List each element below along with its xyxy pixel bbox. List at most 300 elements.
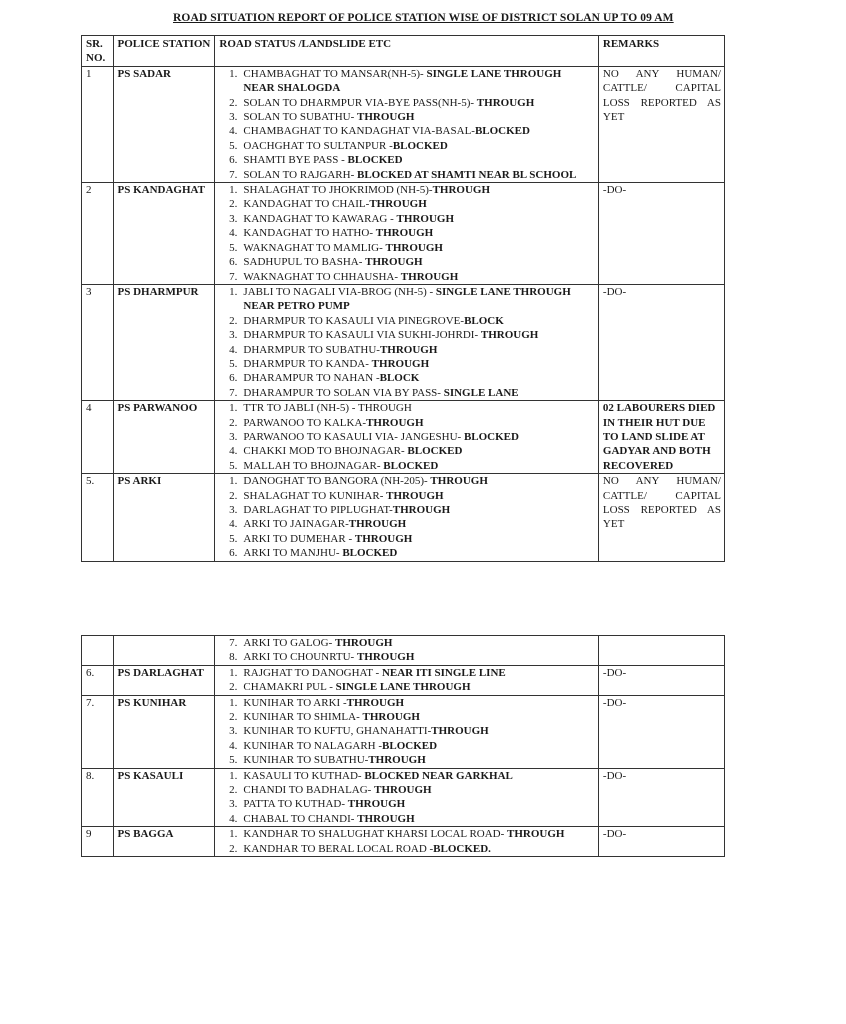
road-item-text [243, 783, 594, 797]
road-item-text [243, 797, 594, 811]
remarks-cell: -DO- [598, 284, 724, 400]
road-item-number: 3. [229, 430, 238, 443]
road-status: BLOCKED AT SHAMTI NEAR BL SCHOOL [357, 168, 577, 181]
road-item [219, 489, 594, 503]
road-item-text [243, 546, 594, 560]
road-item [219, 386, 594, 400]
road-item-number: 2. [229, 681, 238, 694]
road-item [219, 532, 594, 546]
road-item [219, 314, 594, 328]
road-status: THROUGH [396, 212, 454, 225]
road-item [219, 153, 594, 167]
road-item-number: 1. [229, 285, 238, 298]
road-name: KANDAGHAT TO KAWARAG - [243, 212, 397, 225]
road-item-text [243, 769, 594, 783]
road-item-number: 4. [229, 812, 238, 825]
road-status: BLOCKED [392, 139, 448, 152]
road-name: KANDHAR TO SHALUGHAT KHARSI LOCAL ROAD- [243, 828, 508, 841]
sr-no-cell: 7. [82, 695, 114, 768]
road-item-text [243, 474, 594, 488]
road-name: SHAMTI BYE PASS - [243, 154, 348, 167]
police-station-cell: PS BAGGA [113, 827, 215, 857]
road-status: THROUGH [362, 711, 420, 724]
road-list [219, 636, 594, 665]
road-status: THROUGH [369, 198, 427, 211]
road-item-text [243, 226, 594, 240]
road-status: THROUGH [385, 241, 443, 254]
road-name: PARWANOO TO KALKA- [243, 416, 367, 429]
road-item-number: 5. [229, 357, 238, 370]
road-status: THROUGH [400, 270, 459, 283]
road-item-text [243, 842, 594, 856]
road-item-number: 4. [229, 518, 238, 531]
road-name: SOLAN TO RAJGARH- [243, 168, 357, 181]
road-item-number: 2. [229, 711, 238, 724]
road-item [219, 139, 594, 153]
road-status-cell [215, 636, 598, 666]
road-item [219, 67, 594, 96]
table-row [82, 474, 725, 561]
remarks-cell: -DO- [598, 827, 724, 857]
road-name: KANDAGHAT TO CHAIL- [243, 198, 370, 211]
road-item-number: 4. [229, 227, 238, 240]
road-status: SINGLE LANE [443, 386, 519, 399]
road-item-text [243, 532, 594, 546]
road-status: BLOCKED [347, 154, 403, 167]
table-header-row [82, 36, 725, 67]
road-item-number: 1. [229, 828, 238, 841]
road-item [219, 328, 594, 342]
road-item [219, 255, 594, 269]
road-item-text [243, 328, 594, 342]
road-item-number: 4. [229, 125, 238, 138]
road-name: KUNIHAR TO ARKI - [243, 696, 347, 709]
road-item-number: 5. [229, 139, 238, 152]
road-name: CHAMBAGHAT TO KANDAGHAT VIA-BASAL- [243, 125, 475, 138]
road-item-number: 7. [229, 637, 238, 649]
road-item-text [243, 680, 594, 694]
sr-no-cell: 8. [82, 768, 114, 827]
road-item [219, 168, 594, 182]
road-status: BLOCKED [382, 739, 438, 752]
road-name: ARKI TO MANJHU- [243, 547, 343, 560]
road-status-cell [215, 827, 598, 857]
road-status: THROUGH [375, 227, 434, 240]
road-item-text [243, 124, 594, 138]
road-status-cell [215, 183, 598, 285]
road-item-text [243, 666, 594, 680]
road-item-text [243, 489, 594, 503]
remarks-cell: NO ANY HUMAN/ CATTLE/ CAPITAL LOSS REPORTED AS YET [598, 474, 724, 561]
road-status: THROUGH [379, 343, 438, 356]
road-item-number: 6. [229, 372, 238, 385]
road-item-text [243, 724, 594, 738]
sr-no-cell: 2 [82, 183, 114, 285]
road-status: THROUGH [357, 111, 415, 124]
road-item [219, 650, 594, 664]
police-station-cell: PS PARWANOO [113, 401, 215, 474]
road-item-text [243, 739, 594, 753]
road-name: DHARMPUR TO KASAULI VIA PINEGROVE- [243, 314, 465, 327]
road-name: KANDHAR TO BERAL LOCAL ROAD - [243, 842, 434, 855]
road-item-number: 5. [229, 754, 238, 767]
road-item-number: 5. [229, 459, 238, 472]
road-item [219, 285, 594, 314]
road-item [219, 812, 594, 826]
sr-no-cell: 5. [82, 474, 114, 561]
police-station-cell: PS SADAR [113, 66, 215, 182]
road-item [219, 124, 594, 138]
road-item [219, 517, 594, 531]
road-item [219, 842, 594, 856]
road-status: THROUGH [346, 696, 405, 709]
remarks-cell: -DO- [598, 695, 724, 768]
police-station-cell: PS ARKI [113, 474, 215, 561]
road-item-text [243, 636, 594, 650]
road-status: BLOCKED [474, 125, 530, 138]
road-item-number: 7. [229, 386, 238, 399]
remarks-cell: -DO- [598, 665, 724, 695]
table-row [82, 183, 725, 285]
road-name: SHALAGHAT TO JHOKRIMOD (NH-5)- [243, 184, 433, 197]
road-item-text [243, 153, 594, 167]
police-station-cell [113, 636, 215, 666]
road-item [219, 474, 594, 488]
road-item-number: 2. [229, 416, 238, 429]
road-status-cell [215, 768, 598, 827]
road-status: BLOCKED [342, 547, 398, 560]
road-item-text [243, 371, 594, 385]
road-name: PARWANOO TO KASAULI VIA- JANGESHU- [243, 430, 464, 443]
road-item-number: 2. [229, 489, 238, 502]
table-row [82, 827, 725, 857]
road-status: THROUGH [374, 784, 432, 797]
road-name: DHARAMPUR TO SOLAN VIA BY PASS- [243, 386, 444, 399]
table-row [82, 401, 725, 474]
road-list [219, 67, 594, 182]
road-item-number: 6. [229, 547, 238, 560]
road-name: CHAMAKRI PUL - [243, 681, 336, 694]
road-item [219, 753, 594, 767]
road-item-text [243, 416, 594, 430]
road-item-text [243, 696, 594, 710]
road-status: THROUGH [356, 651, 415, 664]
road-status: THROUGH [431, 725, 489, 738]
road-item-number: 2. [229, 842, 238, 855]
sr-no-cell: 3 [82, 284, 114, 400]
road-list [219, 474, 594, 560]
road-name: CHAKKI MOD TO BHOJNAGAR- [243, 445, 408, 458]
road-item [219, 680, 594, 694]
road-status: BLOCKED [407, 445, 463, 458]
road-item [219, 416, 594, 430]
road-item [219, 270, 594, 284]
road-item-number: 6. [229, 256, 238, 269]
road-status: BLOCKED. [433, 842, 491, 855]
road-status: THROUGH [480, 329, 539, 342]
road-status: THROUGH [430, 475, 488, 488]
road-item-number: 7. [229, 270, 238, 283]
road-status: THROUGH [371, 357, 430, 370]
road-item-number: 5. [229, 241, 238, 254]
road-name: ARKI TO JAINAGAR- [243, 518, 349, 531]
road-name: DHARMPUR TO SUBATHU- [243, 343, 380, 356]
road-name: KANDAGHAT TO HATHO- [243, 227, 376, 240]
road-item-number: 4. [229, 343, 238, 356]
road-item [219, 430, 594, 444]
road-item-number: 1. [229, 666, 238, 679]
police-station-cell: PS KASAULI [113, 768, 215, 827]
road-status: THROUGH [357, 812, 415, 825]
road-item-text [243, 386, 594, 400]
road-item [219, 183, 594, 197]
road-item [219, 797, 594, 811]
road-item-number: 8. [229, 651, 238, 664]
road-item-text [243, 270, 594, 284]
road-status-cell [215, 401, 598, 474]
sr-no-cell: 1 [82, 66, 114, 182]
road-status: SINGLE LANE THROUGH [335, 681, 471, 694]
road-item [219, 546, 594, 560]
road-item-number: 1. [229, 402, 238, 415]
road-item-number: 7. [229, 168, 238, 181]
road-status-table-continued [81, 635, 725, 857]
road-item-text [243, 343, 594, 357]
road-name: DHARMPUR TO KANDA- [243, 357, 372, 370]
road-status: THROUGH [366, 416, 424, 429]
road-item-text [243, 168, 594, 182]
road-name: SHALAGHAT TO KUNIHAR- [243, 489, 387, 502]
road-name: ARKI TO DUMEHAR - [243, 532, 355, 545]
table-row [82, 695, 725, 768]
road-item-text [243, 459, 594, 473]
road-name: SOLAN TO SUBATHU- [243, 111, 357, 124]
road-item [219, 401, 594, 415]
road-name: SADHUPUL TO BASHA- [243, 256, 366, 269]
road-item-number: 3. [229, 111, 238, 124]
road-name: ARKI TO GALOG- [243, 637, 335, 649]
road-item-number: 1. [229, 184, 238, 197]
sr-no-cell [82, 636, 114, 666]
road-name: WAKNAGHAT TO CHHAUSHA- [243, 270, 401, 283]
road-name: KUNIHAR TO KUFTU, GHANAHATTI- [243, 725, 432, 738]
road-status: NEAR ITI SINGLE LINE [381, 666, 506, 679]
road-status: THROUGH [476, 96, 535, 109]
table-row [82, 665, 725, 695]
road-list [219, 183, 594, 284]
road-list [219, 401, 594, 473]
road-status: THROUGH [432, 184, 491, 197]
road-item-text [243, 67, 594, 96]
road-status-cell [215, 474, 598, 561]
report-title: ROAD SITUATION REPORT OF POLICE STATION WISE OF DISTRICT SOLAN UP TO 09 AM [173, 12, 674, 24]
road-name: JABLI TO NAGALI VIA-BROG (NH-5) - [243, 285, 436, 298]
road-item-text [243, 212, 594, 226]
header-road-status: ROAD STATUS /LANDSLIDE ETC [215, 36, 598, 67]
road-item [219, 696, 594, 710]
road-item [219, 226, 594, 240]
road-item-number: 1. [229, 696, 238, 709]
road-item-number: 2. [229, 96, 238, 109]
road-list [219, 696, 594, 768]
road-status-cell [215, 66, 598, 182]
road-item-text [243, 827, 594, 841]
road-item-text [243, 357, 594, 371]
road-item [219, 636, 594, 650]
table-row [82, 636, 725, 666]
road-item [219, 503, 594, 517]
road-status: THROUGH [334, 637, 393, 649]
road-item-number: 2. [229, 314, 238, 327]
police-station-cell: PS KANDAGHAT [113, 183, 215, 285]
road-status: THROUGH [392, 504, 451, 516]
road-item [219, 343, 594, 357]
road-name: KUNIHAR TO SUBATHU- [243, 754, 369, 767]
road-status: SINGLE LANE THROUGH NEAR PETRO PUMP [243, 285, 571, 313]
road-name: CHABAL TO CHANDI- [243, 812, 358, 825]
road-item-number: 3. [229, 504, 238, 516]
road-item-number: 3. [229, 725, 238, 738]
road-item-text [243, 255, 594, 269]
road-item-number: 2. [229, 198, 238, 211]
police-station-cell: PS DHARMPUR [113, 284, 215, 400]
remarks-cell: -DO- [598, 768, 724, 827]
road-item-text [243, 285, 594, 314]
road-status-cell [215, 284, 598, 400]
road-item-number: 1. [229, 475, 238, 488]
road-status-table [81, 35, 725, 562]
road-item-text [243, 241, 594, 255]
road-item-number: 3. [229, 212, 238, 225]
road-status: THROUGH [354, 532, 413, 545]
road-name: OACHGHAT TO SULTANPUR - [243, 139, 393, 152]
road-item [219, 357, 594, 371]
road-item-number: 1. [229, 769, 238, 782]
road-name: TTR TO JABLI (NH-5) - THROUGH [243, 402, 412, 415]
table-row [82, 66, 725, 182]
road-status: BLOCKED [383, 459, 439, 472]
road-item-number: 4. [229, 739, 238, 752]
road-item-number: 1. [229, 67, 238, 80]
road-status: THROUGH [347, 798, 406, 811]
road-item [219, 212, 594, 226]
road-name: DHARMPUR TO KASAULI VIA SUKHI-JOHRDI- [243, 329, 481, 342]
header-police-station: POLICE STATION [113, 36, 215, 67]
road-item [219, 110, 594, 124]
road-item-text [243, 96, 594, 110]
road-item-number: 6. [229, 154, 238, 167]
road-status: BLOCKED [463, 430, 519, 443]
road-name: MALLAH TO BHOJNAGAR- [243, 459, 384, 472]
road-name: ARKI TO CHOUNRTU- [243, 651, 357, 664]
road-status-cell [215, 695, 598, 768]
road-status: BLOCK [379, 372, 420, 385]
road-name: RAJGHAT TO DANOGHAT - [243, 666, 382, 679]
road-name: PATTA TO KUTHAD- [243, 798, 348, 811]
road-name: KUNIHAR TO SHIMLA- [243, 711, 363, 724]
road-item [219, 827, 594, 841]
road-item-number: 3. [229, 329, 238, 342]
road-item-text [243, 430, 594, 444]
road-name: CHANDI TO BADHALAG- [243, 784, 375, 797]
road-item-number: 5. [229, 532, 238, 545]
road-item-text [243, 197, 594, 211]
road-item [219, 197, 594, 211]
road-status: THROUGH [507, 828, 565, 841]
road-name: DARLAGHAT TO PIPLUGHAT- [243, 504, 393, 516]
road-item-text [243, 110, 594, 124]
road-item [219, 666, 594, 680]
road-name: KASAULI TO KUTHAD- [243, 769, 365, 782]
remarks-cell [598, 636, 724, 666]
road-item [219, 371, 594, 385]
road-item [219, 783, 594, 797]
sr-no-cell: 9 [82, 827, 114, 857]
road-item-number: 2. [229, 784, 238, 797]
road-item-text [243, 503, 594, 517]
road-item [219, 96, 594, 110]
road-status: BLOCKED NEAR GARKHAL [364, 769, 513, 782]
remarks-cell: -DO- [598, 183, 724, 285]
road-name: SOLAN TO DHARMPUR VIA-BYE PASS(NH-5)- [243, 96, 477, 109]
road-status-cell [215, 665, 598, 695]
road-item [219, 710, 594, 724]
remarks-cell: NO ANY HUMAN/ CATTLE/ CAPITAL LOSS REPORTED AS YET [598, 66, 724, 182]
road-item-text [243, 139, 594, 153]
table-row [82, 768, 725, 827]
sr-no-cell: 6. [82, 665, 114, 695]
road-item-text [243, 650, 594, 664]
road-name: KUNIHAR TO NALAGARH - [243, 739, 383, 752]
road-item [219, 739, 594, 753]
road-list [219, 769, 594, 827]
road-item-text [243, 314, 594, 328]
road-list [219, 285, 594, 400]
road-status: THROUGH [368, 754, 426, 767]
road-name: CHAMBAGHAT TO MANSAR(NH-5)- [243, 67, 427, 80]
road-status: SINGLE LANE THROUGH NEAR SHALOGDA [243, 67, 562, 95]
police-station-cell: PS DARLAGHAT [113, 665, 215, 695]
road-item [219, 444, 594, 458]
road-item-text [243, 401, 594, 415]
table-row [82, 284, 725, 400]
road-status: THROUGH [386, 489, 444, 502]
road-name: DHARAMPUR TO NAHAN - [243, 372, 380, 385]
road-item-text [243, 444, 594, 458]
header-sr-no: SR. NO. [82, 36, 114, 67]
road-item [219, 769, 594, 783]
road-item [219, 724, 594, 738]
road-name: WAKNAGHAT TO MAMLIG- [243, 241, 386, 254]
road-item [219, 459, 594, 473]
road-item-text [243, 812, 594, 826]
road-item-text [243, 183, 594, 197]
police-station-cell: PS KUNIHAR [113, 695, 215, 768]
road-item-number: 3. [229, 798, 238, 811]
road-name: DANOGHAT TO BANGORA (NH-205)- [243, 475, 431, 488]
road-status: THROUGH [348, 518, 407, 531]
sr-no-cell: 4 [82, 401, 114, 474]
road-item-number: 4. [229, 445, 238, 458]
road-item-text [243, 517, 594, 531]
road-status: THROUGH [365, 256, 423, 269]
header-remarks: REMARKS [598, 36, 724, 67]
road-list [219, 666, 594, 695]
road-status: BLOCK [464, 314, 504, 327]
road-item [219, 241, 594, 255]
remarks-cell: 02 LABOURERS DIED IN THEIR HUT DUE TO LAND SLIDE AT GADYAR AND BOTH RECOVERED [598, 401, 724, 474]
road-list [219, 827, 594, 856]
